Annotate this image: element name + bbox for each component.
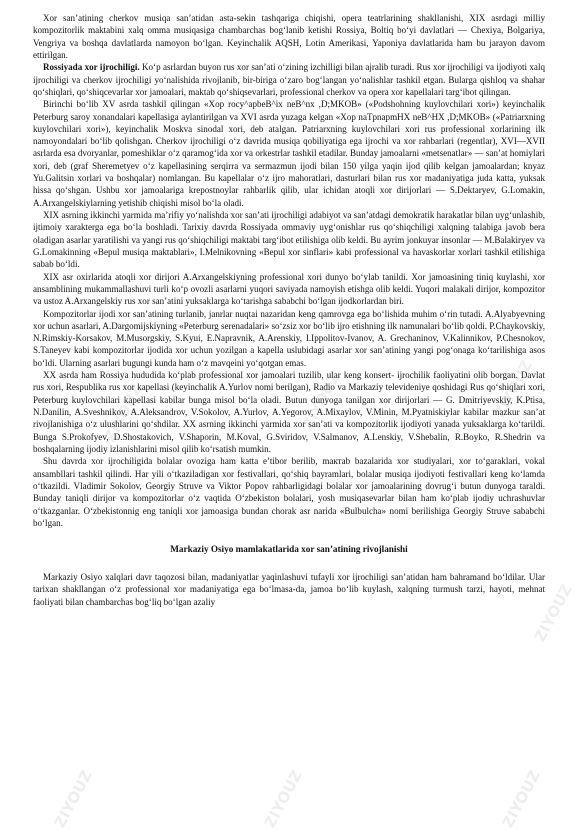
watermark: ZIYOUZ bbox=[490, 357, 536, 421]
paragraph-xix-century-text: XIX asrning ikkinchi yarmida ma’rifiy yo‘nalishda xor san’ati ijrochiligi adabiyot va san’atdagi demokratik harakatlar bilan uyg‘unlashib, ijtimoiy xarakterga ega bo‘la boshladi. Tarixiy davrda Rossiyada ommaviy uyg‘onishlar rus qo‘shiqchiligi xalqning talabiga javob bera oladigan asarlar yaratilishi va yangi rus qo‘shiqchiligi maktabi targ‘ibot etilishiga olib keldi. Bu ayrim jonkuyar insonlar — M.Balakiryev va G.Lomakinning «Bepul musiqa maktablari», I.Melnikovning «Bepul xor sinflari» kabi professional va havaskorlar xorlari tashkil etilishiga sabab bo‘ldi. bbox=[33, 210, 545, 270]
paragraph-xx-century-text: XX asrda ham Rossiya hududida ko‘plab professional xor jamoalari tuzilib, ular keng konsert- ijrochilik faoliyatini olib borgan. Davlat rus xori, Respublika rus xor kapellasi (keyinchalik A.Yurlov nomi berilgan), Radio va Markaziy televideniye qoshidagi Rus qo‘shiqlari xori, Peterburg kuylovchilari kapellasi kabilar bunga misol bo‘la oladi. Butun dunyoga tanilgan xor dirijorlari — G. Dmitriyevskiy, K.Ptisa, N.Danilin, A.Sveshnikov, A.Aleksandrov, V.Sokolov, A.Yurlov, A.Yegorov, A.Mixaylov, V.Minin, M.Pyatniskiylar kabilar mazkur san’at rivojlanishiga o‘z ulushlarini qo‘shdilar. XX asrning ikkinchi yarmida xor san’ati va kompozitorlik ijodiyoti yanada yuksaklarga ko‘tarildi. Bunga S.Prokofyev, D.Shostakovich, V.Shaporin, M.Koval, G.Sviridov, V.Salmanov, A.Lenskiy, V.Shebalin, R.Boyko, R.Shedrin va boshqalarning ijodiy izlanishlarini misol qilib ko‘rsatish mumkin. bbox=[33, 370, 545, 454]
paragraph-xix-century bbox=[33, 209, 545, 271]
paragraph-central-asia-text: Markaziy Osiyo xalqlari davr taqozosi bilan, madaniyatlar yaqinlashuvi tufayli xor ijrochiligi san’atidan ham bahramand bo‘ldilar. Ular tarixan shakllangan o‘z professional xor madaniyatiga ega bo‘lmasa-da, jamoa bo‘lib kuylash, xalqning turmush tarzi, hayoti, mehnat faoliyati bilan chambarchas bog‘liq bo‘lgan azaliy bbox=[33, 572, 545, 607]
watermark: ZIYOUZ bbox=[498, 767, 544, 831]
paragraph-intro bbox=[33, 12, 545, 61]
watermark: ZIYOUZ bbox=[260, 767, 306, 831]
paragraph-arkhangelsky bbox=[33, 271, 545, 308]
paragraph-central-asia bbox=[33, 571, 545, 608]
paragraph-early-choirs-text: Birinchi bo‘lib XV asrda tashkil qilingan «Xop rocy^apbeB^ix neB^nx ,D;MKOB» («Podshohning kuylovchilari xori») keyinchalik Peterburg saroy xonandalari kapellasiga aylantirilgan va XVI asrda yuzaga kelgan «Xop naTpnapmHX neB^HX ,D;MKOB» («Patriarxning kuylovchilari xori»), keyinchalik Moskva sinodal xori, deb atalgan. Patriarxning kuylovchilari xori rus professional xorlarining ilk namoyondalari bo‘lib qolishgan. Cherkov ijrochiligi o‘z davrida musiqa qobiliyatiga ega ijrochi va xor rahbarlari (regentlar), XVI—XVII asrlarda esa dvoryanlar, pomeshiklar o‘z qaramog‘ida xor va orkestrlar tashkil etadilar. Bunday jamoalarni «metsenatlar» — san’at homiylari xori, deb (graf Sheremetyev o‘z kapellasining serqirra va sermazmun ijodi bilan 150 yilga yaqin ijod qilib kelgan jamoalardan; knyaz Yu.Galitsin xorlari va boshqalar) nomlangan. Bu kapellalar o‘z ijro mahoratlari, dasturlari bilan rus xor madaniyatiga juda katta, yuksak hissa qo‘shgan. Ushbu xor jamoalariga krepostnoylar rahbarlik qilib, ular ichidan atoqli xor dirijorlari — S.Dektaryev, G.Lomakin, A.Arxangelskiylarning yetishib chiqishi misol bo‘la oladi. bbox=[33, 99, 545, 208]
paragraph-xx-century bbox=[33, 369, 545, 455]
watermark: ZIYOUZ bbox=[298, 369, 344, 433]
paragraph-arkhangelsky-text: XIX asr oxirlarida atoqli xor dirijori A.Arxangelskiyning professional xori dunyo bo‘ylab tanildi. Xor jamoasining tiniq kuylashi, xor ansamblining mukammallashuvi turli ko‘p ovozli asarlarni yuqori saviyada namoyish etishga olib keldi. Yuqori malakali dirijor, kompozitor va ustoz A.Arxangelskiy rus xor san’atini yuksaklarga ko‘tarishga sababchi bo‘lgan ijodkorlardan biri. bbox=[33, 271, 545, 307]
paragraph-early-choirs bbox=[33, 98, 545, 209]
watermark: ZIYOUZ bbox=[530, 581, 576, 645]
paragraph-composers bbox=[33, 308, 545, 370]
paragraph-children-choirs-text: Shu davrda xor ijrochiligida bolalar ovoziga ham katta e’tibor berilib, mактab bazalarida xor studiyalari, xor to‘garaklari, vokal ansambllari tashkil qilindi. Har yili o‘tkaziladigan xor festivallari, qo‘shiq bayramlari, bolalar musiqa ijodiyoti festivallari keng ko‘lamda o‘tkazildi. Vladimir Sokolov, Georgiy Struve va Viktor Popov rahbarligidagi bolalar xor jamoalarining dovrug‘i butun dunyoga taraldi. Bunday taniqli dirijor va kompozitorlar o‘z vaqtida O‘zbekiston bolalari, yosh musiqasevarlar bilan ham ko‘plab ijodiy uchrashuvlar o‘tkazganlar. O‘zbekistonnig eng taniqli xor jamoasiga bundan chorak asr narida «Bulbulcha» nomi berilishiga Georgiy Struve sababchi bo‘lgan. bbox=[33, 456, 545, 528]
paragraph-intro-text: Xor san’atining cherkov musiqa san’atidan asta-sekin tashqariga chiqishi, opera teatrlarining shakllanishi, XIX asrdagi milliy kompozitorlik maktabini xalq omma musiqasiga chambarchas bog‘lanib ketishi Rossiya, Boltiq bo‘yi davlatlari — Chexiya, Bolgariya, Vengriya va boshqa davlatlarda namoyon bo‘lgan. Keyinchalik AQSH, Lotin Amerikasi, Yaponiya davlatlarida ham bu jarayon davom ettirilgan. bbox=[33, 13, 545, 60]
paragraph-composers-text: Kompozitorlar ijodi xor san’atining turlanib, janrlar nuqtai nazaridan keng qamrovga ega bo‘lishida muhim o‘rin tutadi. A.Alyabyevning xor uchun asarlari, A.Dargomijskiyning «Peterburg serenadalari» so‘zsiz xor bo‘lib ijro etishning ilk namunalari bo‘lib qoldi. P.Chaykovskiy, N.Rimskiy-Korsakov, M.Musorgskiy, S.Kyui, E.Napravnik, A.Arenskiy, I.Ippolitov-Ivanov, A. Grechaninov, V.Kalinnikov, P.Chesnokov, S.Taneyev kabi kompozitorlar ijodida xor uchun yozilgan a kapella uslubidagi asarlar xor san’atining yangi pog‘onaga ko‘tarilishiga asos bo‘ldi. Ularning asarlari bugungi kunda ham o‘z mavqeini yo‘qotgan emas. bbox=[33, 308, 545, 368]
paragraph-russia-lead: Rossiyada xor ijrochiligi. bbox=[43, 62, 140, 73]
watermark: ZIYOUZ bbox=[50, 767, 96, 831]
paragraph-russia bbox=[33, 61, 545, 98]
paragraph-russia-text: Ko‘p asrlardan buyon rus xor san’ati o‘zining izchilligi bilan ajralib turadi. Rus xor ijrochiligi va ijodiyoti xalq ijrochiligi va cherkov ijrochiligi yo‘nalishida rivojlanib, bir-biriga o‘zaro bog‘langan yo‘nalishlar tashkil etgan. Bularga qishloq va shahar qo‘shiqlari, qo‘shiqcevarlar xor jamoalari, maktab qo‘shiqsevarlari, professional cherkov va opera xor kapellalari targ‘ibot qilingan. bbox=[33, 62, 545, 97]
paragraph-children-choirs bbox=[33, 455, 545, 529]
document-page bbox=[33, 12, 545, 794]
watermark: ZIYOUZ bbox=[100, 381, 146, 445]
section-heading: Markaziy Osiyo mamlakatlarida xor san’atining rivojlanishi bbox=[170, 544, 408, 555]
